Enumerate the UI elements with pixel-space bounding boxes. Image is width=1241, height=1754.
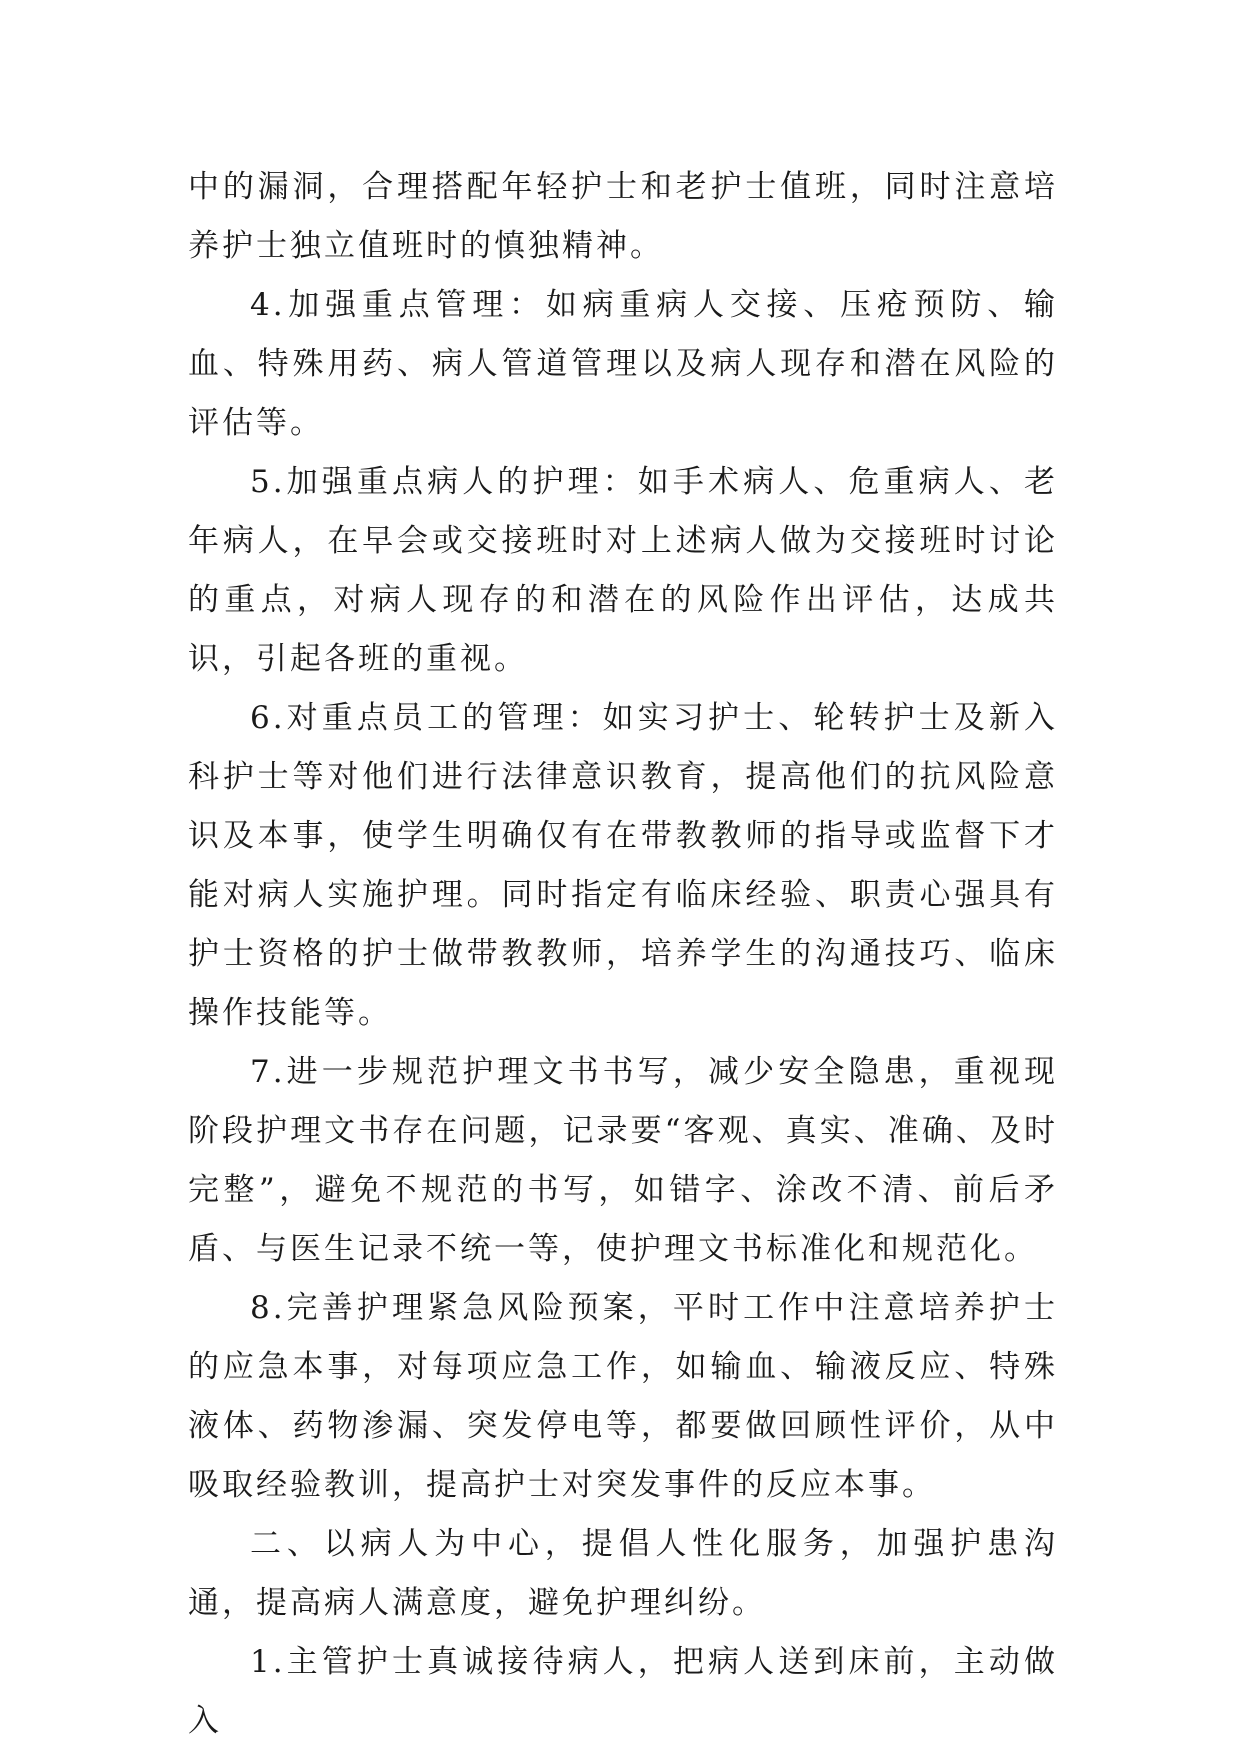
paragraph-item-7: 7.进一步规范护理文书书写，减少安全隐患，重视现阶段护理文书存在问题，记录要“客观、真实、准确、及时完整”，避免不规范的书写，如错字、涂改不清、前后矛盾、与医生记录不统一等，使护理文书标准化和规范化。 <box>188 1054 1058 1267</box>
paragraph-item-5: 5.加强重点病人的护理：如手术病人、危重病人、老年病人，在早会或交接班时对上述病人做为交接班时讨论的重点，对病人现存的和潜在的风险作出评估，达成共识，引起各班的重视。 <box>188 464 1058 677</box>
paragraph-item-8: 8.完善护理紧急风险预案，平时工作中注意培养护士的应急本事，对每项应急工作，如输血、输液反应、特殊液体、药物渗漏、突发停电等，都要做回顾性评价，从中吸取经验教训，提高护士对突发事件的反应本事。 <box>188 1290 1058 1503</box>
section-heading-two: 二、以病人为中心，提倡人性化服务，加强护患沟通，提高病人满意度，避免护理纠纷。 <box>188 1526 1058 1621</box>
paragraph-subitem-1: 1.主管护士真诚接待病人，把病人送到床前，主动做入 <box>188 1644 1058 1739</box>
paragraph-item-6: 6.对重点员工的管理：如实习护士、轮转护士及新入科护士等对他们进行法律意识教育，提高他们的抗风险意识及本事，使学生明确仅有在带教教师的指导或监督下才能对病人实施护理。同时指定有临床经验、职责心强具有护士资格的护士做带教教师，培养学生的沟通技巧、临床操作技能等。 <box>188 700 1058 1031</box>
paragraph-continuation: 中的漏洞，合理搭配年轻护士和老护士值班，同时注意培养护士独立值班时的慎独精神。 <box>188 169 1058 264</box>
paragraph-item-4: 4.加强重点管理：如病重病人交接、压疮预防、输血、特殊用药、病人管道管理以及病人现存和潜在风险的评估等。 <box>188 287 1058 441</box>
document-body <box>188 158 1058 1751</box>
